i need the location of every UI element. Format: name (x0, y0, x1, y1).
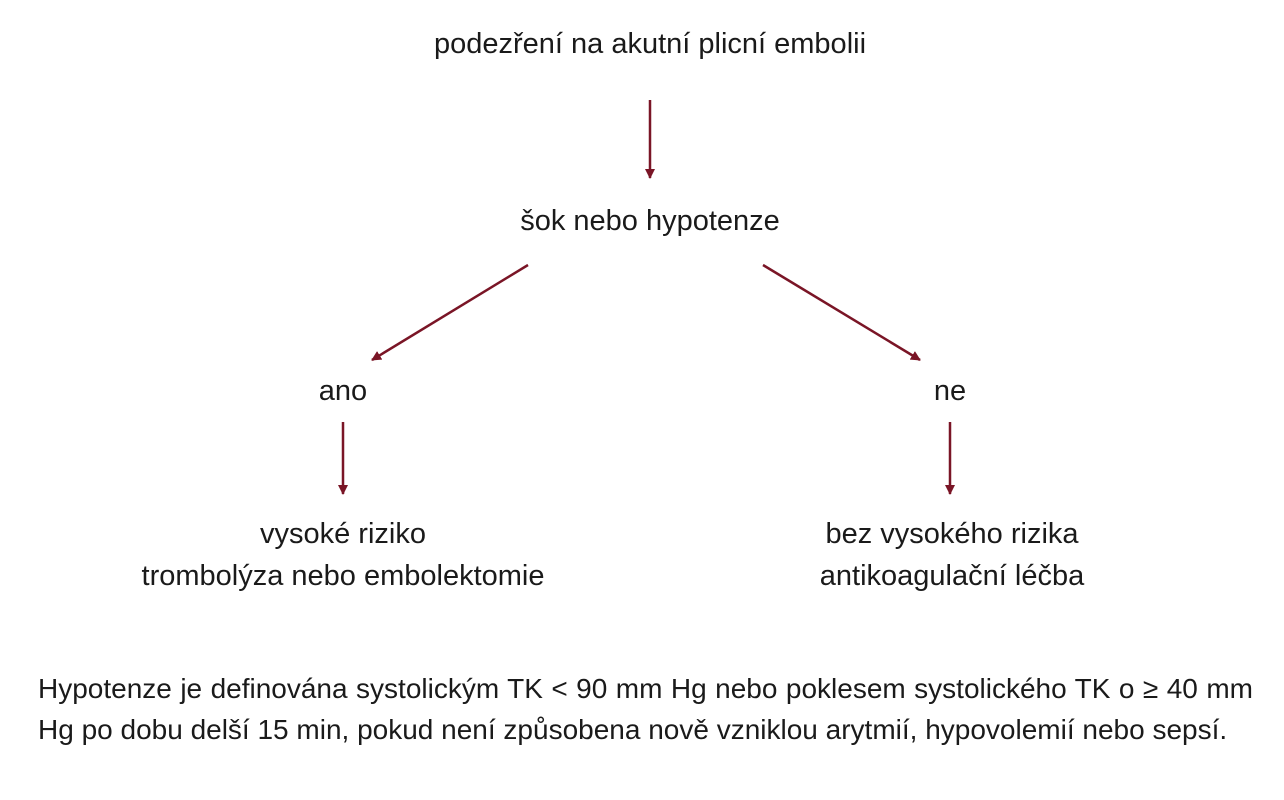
no-result-line2: antikoagulační léčba (819, 560, 1085, 592)
no-label: ne (933, 375, 967, 407)
no-result-line1: bez vysokého rizika (825, 518, 1079, 550)
start-node (434, 23, 866, 65)
arrow-decision-to-no (763, 265, 920, 360)
no-result-node (820, 513, 1084, 597)
decision-node (520, 200, 780, 242)
arrow-decision-to-yes (372, 265, 528, 360)
yes-result-node (142, 513, 545, 597)
yes-node (319, 370, 367, 412)
decision-label: šok nebo hypotenze (520, 205, 780, 237)
no-node (934, 370, 966, 412)
yes-result-line2: trombolýza nebo embolektomie (141, 560, 545, 592)
yes-result-line1: vysoké riziko (259, 518, 426, 550)
hypotension-definition-note: Hypotenze je definována systolickým TK < 90 mm Hg nebo poklesem systolického TK o ≥ 40 mm Hg po dobu delší 15 min, pokud není způsobena nově vzniklou arytmií, hypovolemií nebo sepsí. (38, 673, 1253, 745)
yes-label: ano (318, 375, 368, 407)
start-label: podezření na akutní plicní embolii (433, 28, 867, 60)
